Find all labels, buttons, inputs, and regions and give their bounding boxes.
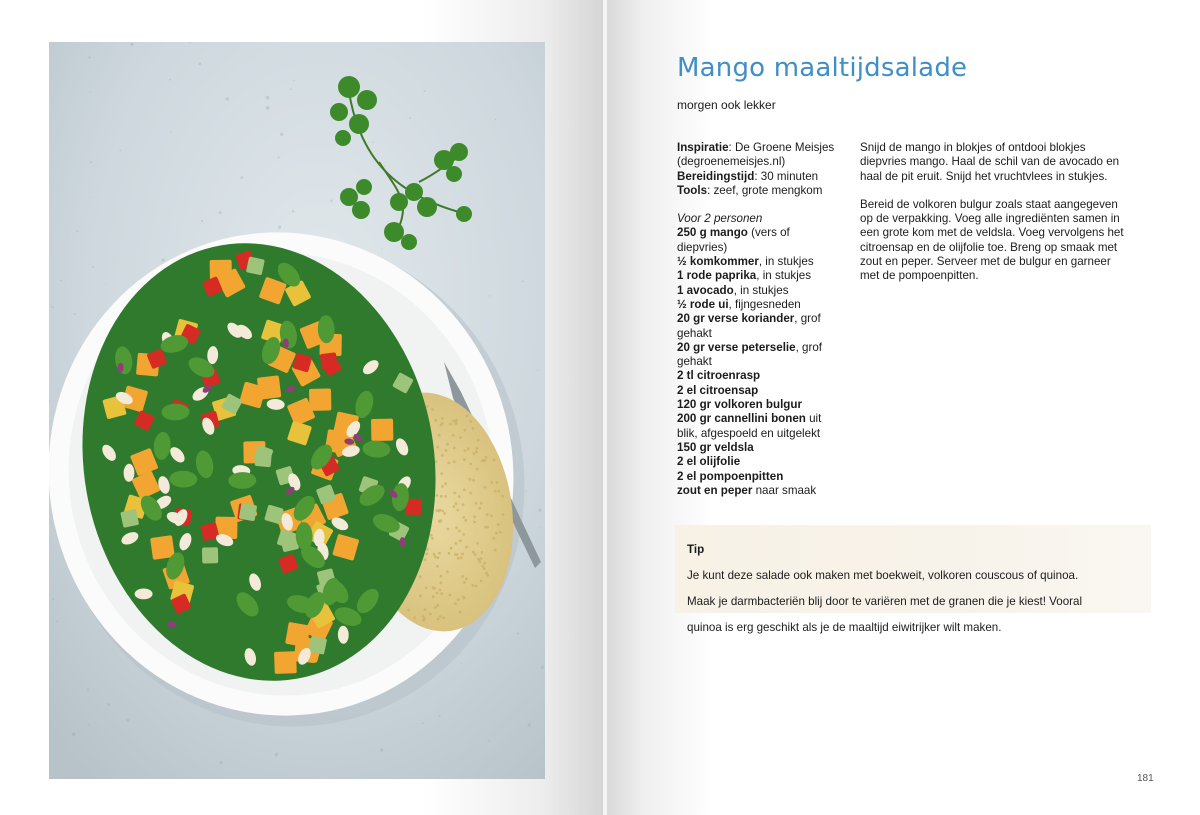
servings: Voor 2 personen: [677, 212, 763, 226]
instruction-line: Bereid de volkoren bulgur zoals staat aangegeven: [860, 197, 1118, 211]
instruction-line: diepvries mango. Haal de schil van de avocado en: [860, 155, 1120, 169]
ingredient-line: 2 el olijfolie: [677, 455, 741, 469]
inspiration-website: (degroenemeisjes.nl): [677, 155, 786, 169]
ingredient-line: gehakt: [677, 355, 712, 369]
ingredient-line: 2 tl citroenrasp: [677, 369, 761, 383]
ingredient-line: 250 g mango (vers of: [677, 226, 790, 240]
inspiration-label: Inspiratie: [677, 141, 729, 154]
time-label: Bereidingstijd: [677, 169, 755, 183]
ingredient-line: 120 gr volkoren bulgur: [677, 398, 802, 412]
tools-value: : zeef, grote mengkom: [707, 183, 823, 197]
ingredient-line: 1 avocado, in stukjes: [677, 283, 789, 297]
instruction-line: zout en peper. Serveer met de bulgur en garneer: [860, 255, 1111, 269]
tools-line: [677, 184, 852, 198]
tip-line: Maak je darmbacteriën blij door te variëren met de granen die je kiest! Vooral: [687, 595, 1083, 608]
inspiration-value: : De Groene Meisjes: [728, 141, 835, 154]
right-page: [607, 0, 1200, 815]
ingredient-line: 2 el pompoenpitten: [677, 469, 784, 483]
recipe-title: Mango maaltijdsalade: [677, 53, 968, 83]
instruction-line: Snijd de mango in blokjes of ontdooi blokjes: [860, 141, 1086, 154]
ingredient-line: 20 gr verse peterselie, grof: [677, 340, 823, 354]
instruction-line: citroensap en de olijfolie toe. Breng op smaak met: [860, 240, 1118, 254]
ingredient-line: diepvries): [677, 240, 728, 254]
ingredient-line: ½ rode ui, fijngesneden: [677, 297, 801, 311]
tip-box: [675, 525, 1151, 634]
ingredient-line: blik, afgespoeld en uitgelekt: [677, 426, 821, 440]
ingredient-line: zout en peper naar smaak: [677, 483, 817, 497]
salad-illustration: [49, 42, 545, 779]
salad-photo: [49, 42, 545, 779]
ingredient-line: 200 gr cannellini bonen uit: [677, 412, 822, 426]
instruction-paragraph-2: [860, 198, 1150, 284]
instructions-column: [860, 141, 1150, 284]
ingredient-line: 150 gr veldsla: [677, 440, 754, 454]
tip-text: [687, 569, 1138, 635]
tip-line: quinoa is erg geschikt als je de maaltijd eiwitrijker wilt maken.: [687, 621, 1002, 634]
ingredient-list: [677, 226, 852, 498]
tools-label: Tools: [677, 183, 708, 197]
instruction-line: met de pompoenpitten.: [860, 269, 979, 283]
ingredient-line: 20 gr verse koriander, grof: [677, 312, 821, 326]
inspiration-line: [677, 141, 852, 155]
ingredient-line: 2 el citroensap: [677, 383, 759, 397]
time-line: [677, 170, 852, 184]
instruction-paragraph-1: [860, 141, 1150, 184]
page-number: 181: [1137, 773, 1154, 784]
time-value: : 30 minuten: [754, 169, 819, 183]
ingredient-line: 1 rode paprika, in stukjes: [677, 269, 812, 283]
instruction-line: op de verpakking. Voeg alle ingrediënten samen in: [860, 212, 1120, 226]
recipe-subtitle: morgen ook lekker: [677, 98, 776, 112]
ingredient-line: ½ komkommer, in stukjes: [677, 255, 814, 269]
tip-line: Je kunt deze salade ook maken met boekweit, volkoren couscous of quinoa.: [687, 569, 1079, 582]
instruction-line: haal de pit eruit. Snijd het vruchtvlees in stukjes.: [860, 169, 1108, 183]
ingredients-column: [677, 141, 852, 498]
instruction-line: een grote kom met de veldsla. Voeg vervolgens het: [860, 226, 1124, 240]
ingredient-line: gehakt: [677, 326, 712, 340]
tip-title: Tip: [687, 543, 705, 556]
